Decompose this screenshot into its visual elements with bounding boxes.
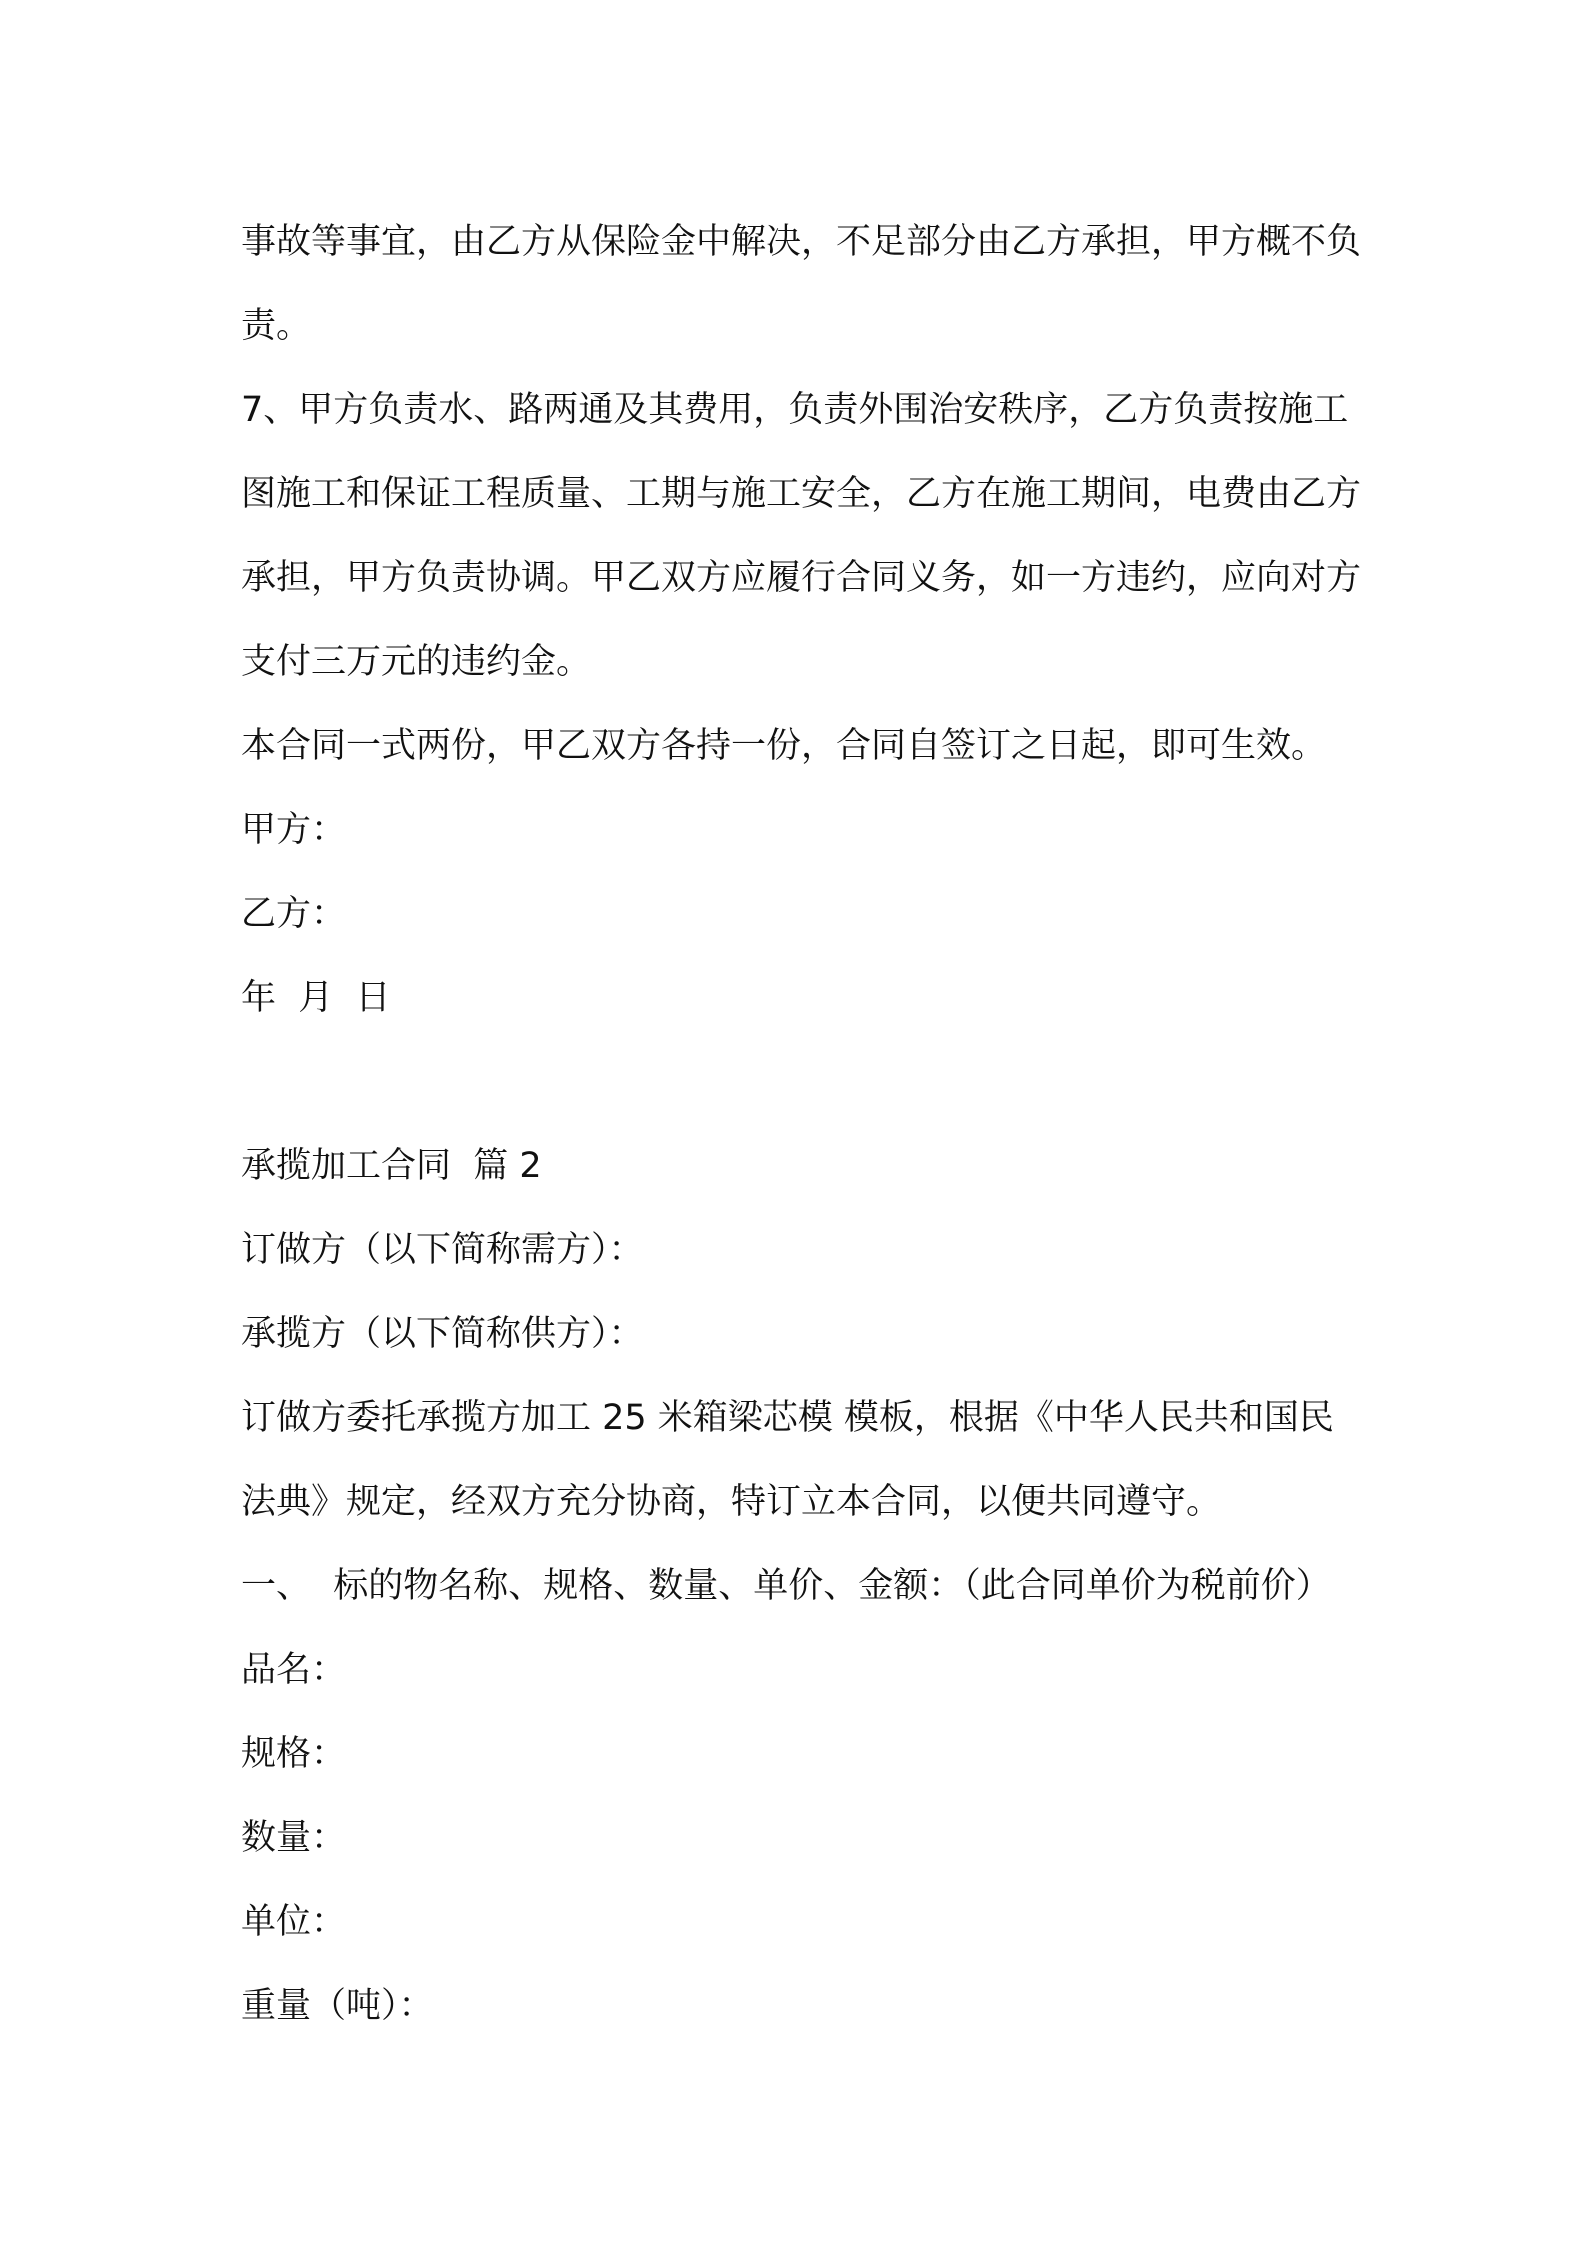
- copies-clause: 本合同一式两份，甲乙双方各持一份，合同自签订之日起，即可生效。: [241, 726, 1327, 766]
- unit-field: 单位：: [241, 1902, 347, 1942]
- clause-continuation: 事故等事宜，由乙方从保险金中解决，不足部分由乙方承担，甲方概不负责。: [241, 222, 1362, 346]
- spec-field: 规格：: [241, 1734, 347, 1774]
- product-name-field: 品名：: [241, 1650, 347, 1690]
- date-line: 年 月 日: [241, 978, 391, 1018]
- orderer-line: 订做方（以下简称需方）：: [241, 1230, 644, 1270]
- contract-title: 承揽加工合同 篇 2: [241, 1146, 542, 1186]
- quantity-field: 数量：: [241, 1818, 347, 1858]
- clause-7: 7、甲方负责水、路两通及其费用，负责外围治安秩序，乙方负责按施工图施工和保证工程质量、工期与施工安全，乙方在施工期间，电费由乙方承担，甲方负责协调。甲乙双方应履行合同义务，如一方违约，应向对方支付三万元的违约金。: [241, 390, 1362, 682]
- section-1-heading: 一、 标的物名称、规格、数量、单价、金额：（此合同单价为税前价）: [241, 1566, 1331, 1606]
- document-body: [241, 200, 1361, 2048]
- party-a-signature: 甲方：: [241, 810, 347, 850]
- contractor-line: 承揽方（以下简称供方）：: [241, 1314, 644, 1354]
- party-b-signature: 乙方：: [241, 894, 347, 934]
- weight-field: 重量（吨）：: [241, 1986, 434, 2026]
- intro-paragraph: 订做方委托承揽方加工 25 米箱梁芯模 模板，根据《中华人民共和国民法典》规定，经双方充分协商，特订立本合同，以便共同遵守。: [241, 1398, 1334, 1522]
- section-spacer: [241, 1040, 1361, 1124]
